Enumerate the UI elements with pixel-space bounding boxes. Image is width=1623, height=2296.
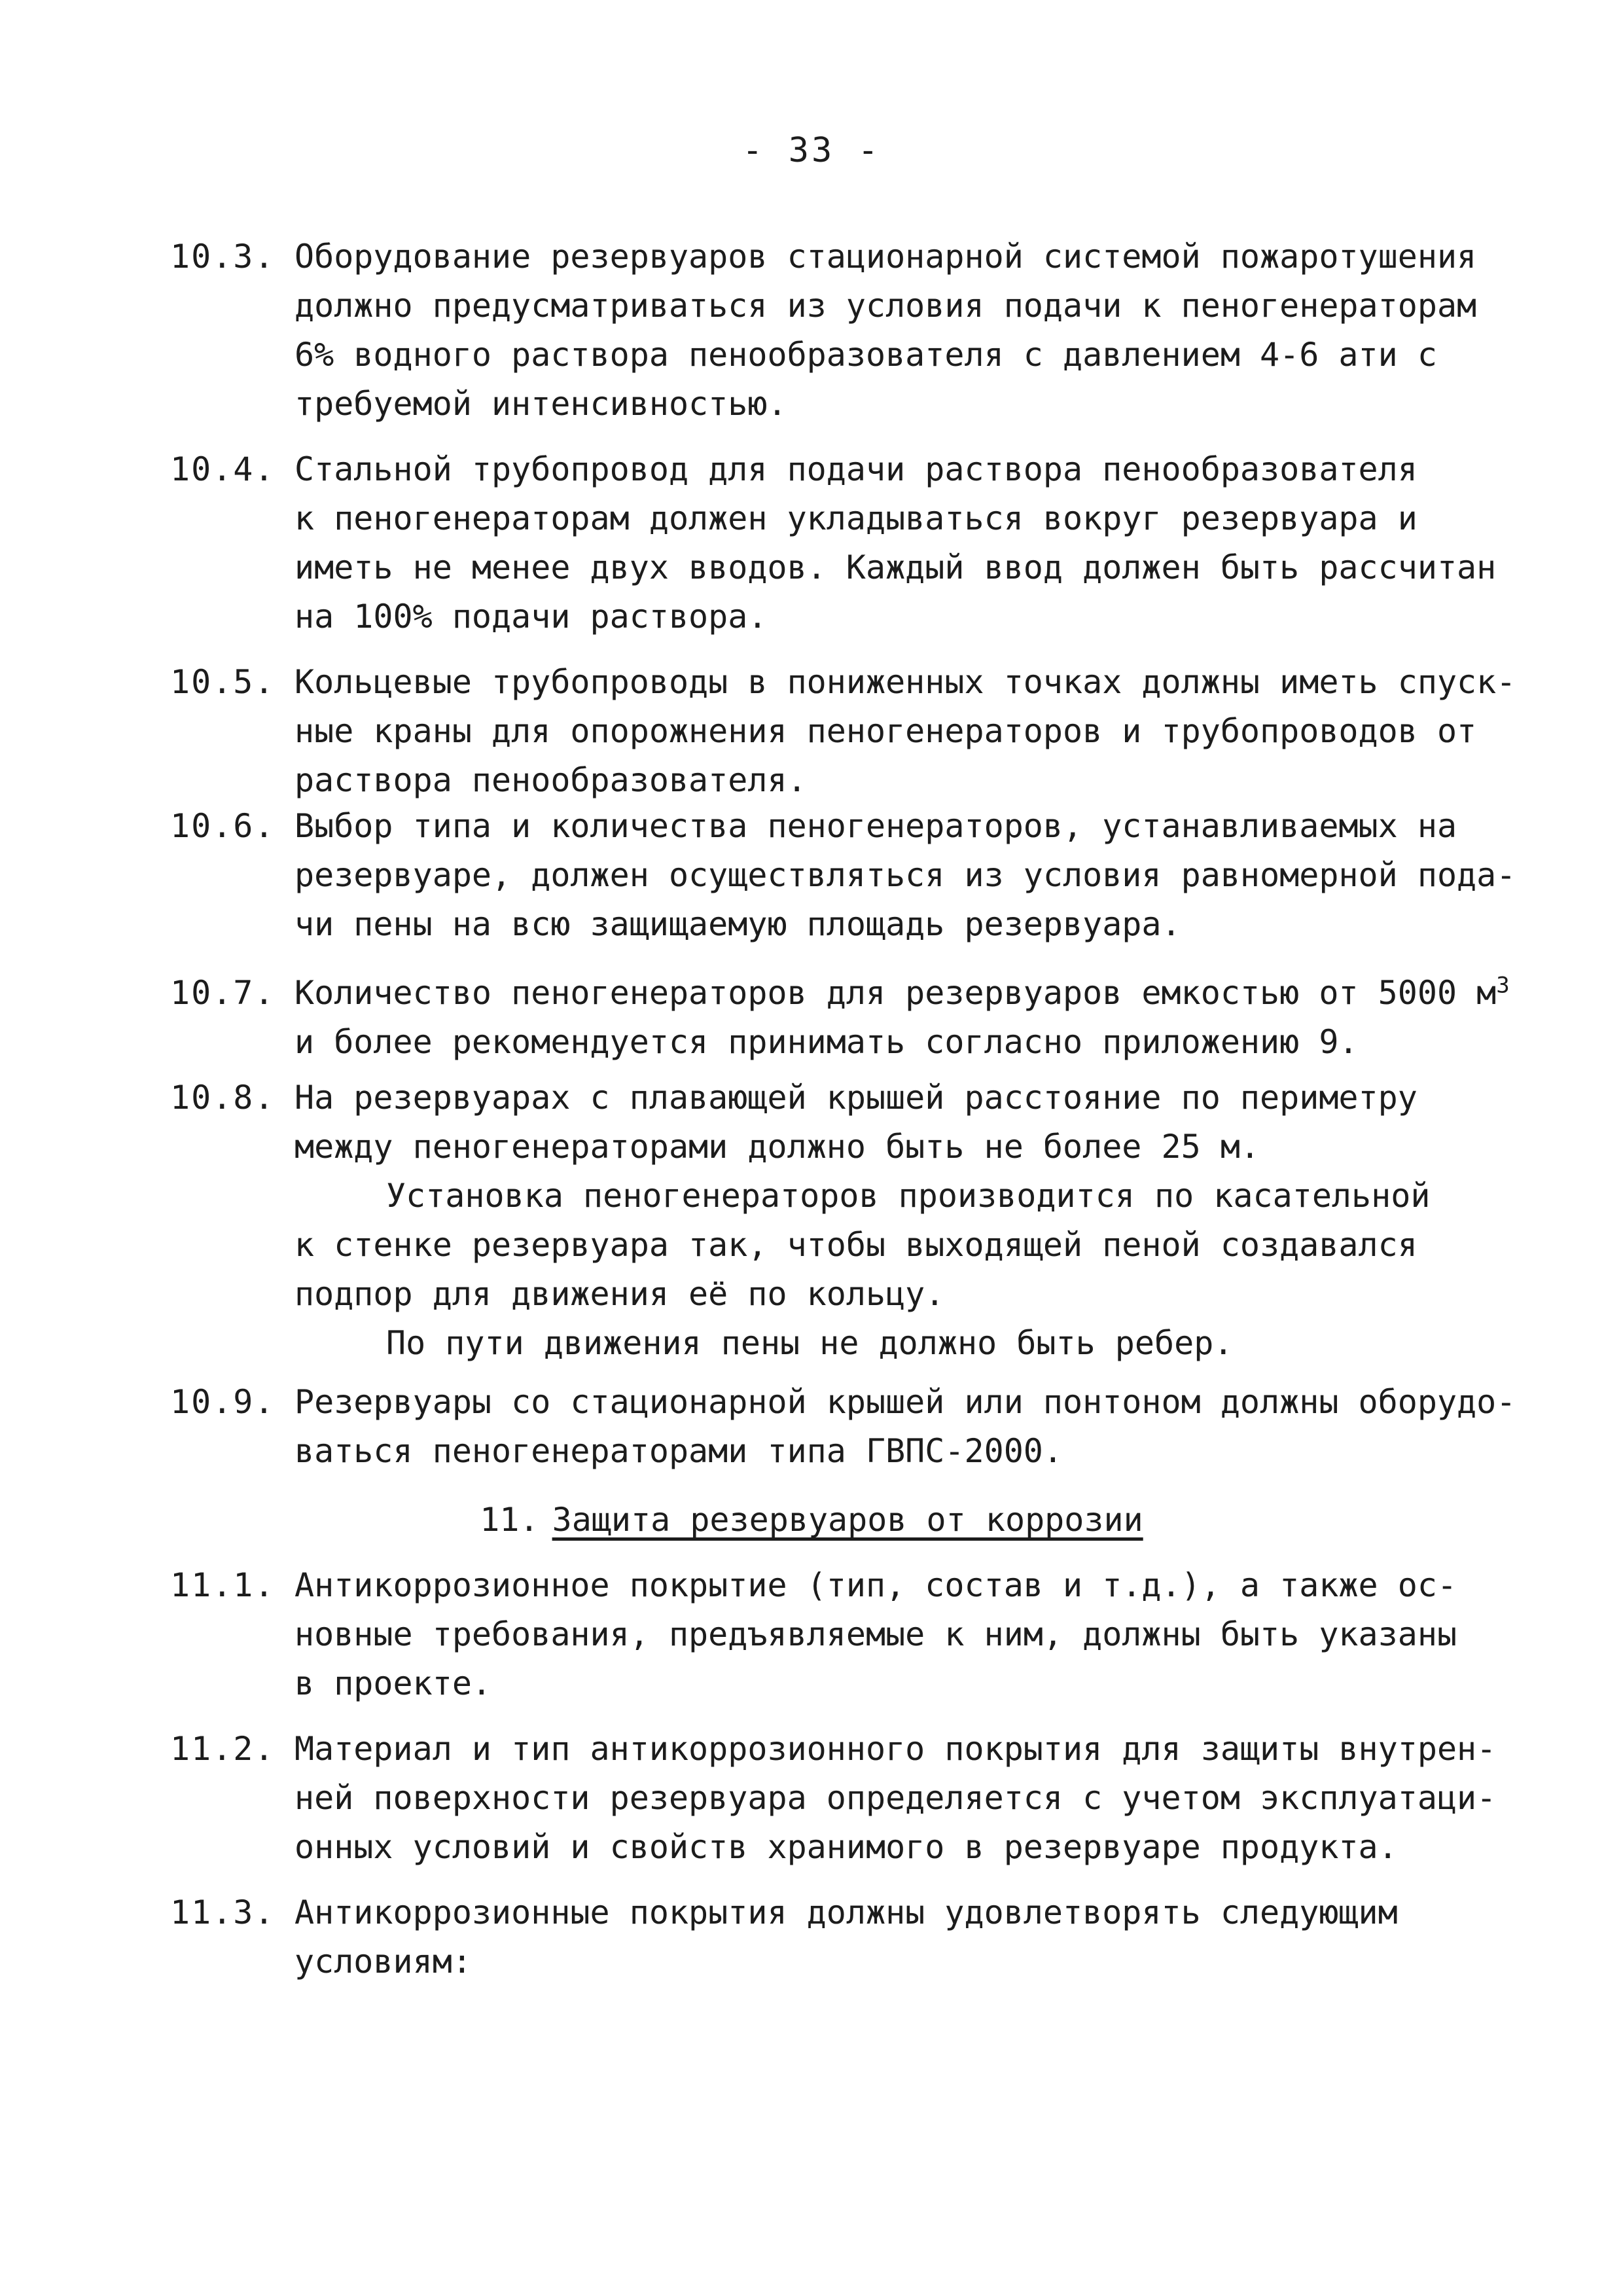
page-number: - 33 - xyxy=(742,131,881,170)
clause-text: Антикоррозионные покрытия должны удовлетворять следующим условиям: xyxy=(294,1893,1398,1981)
clause-number: 10.9. xyxy=(170,1383,276,1421)
clause-number: 10.3. xyxy=(170,238,276,276)
clause-number: 11.2. xyxy=(170,1730,276,1768)
clause-10-6 xyxy=(170,802,1558,949)
clause-10-7 xyxy=(170,969,1558,1067)
clause-text: Материал и тип антикоррозионного покрытия для защиты внутрен- ней поверхности резервуара определяется с учетом эксплуатаци- онных условий и свойств хранимого в резервуаре продукта. xyxy=(294,1730,1497,1866)
clause-text: Кольцевые трубопроводы в пониженных точках должны иметь спуск- ные краны для опорожнения пеногенераторов и трубопроводов от раствора пенообразователя. xyxy=(294,663,1516,799)
clause-10-5 xyxy=(170,658,1558,805)
clause-text-line: и более рекомендуется принимать согласно приложению 9. xyxy=(294,1023,1359,1061)
clause-text: Стальной трубопровод для подачи раствора пенообразователя к пеногенераторам должен укладываться вокруг резервуара и иметь не менее двух вводов. Каждый ввод должен быть рассчитан на 100% подачи раствора. xyxy=(294,450,1497,636)
clause-text: Выбор типа и количества пеногенераторов, устанавливаемых на резервуаре, должен осуществляться из условия равномерной пода- чи пены на всю защищаемую площадь резервуара. xyxy=(294,807,1516,943)
clause-11-2 xyxy=(170,1725,1558,1872)
clause-number: 10.5. xyxy=(170,663,276,701)
clause-text-line: Количество пеногенераторов для резервуаров емкостью от 5000 м xyxy=(294,974,1497,1012)
clause-11-3 xyxy=(170,1888,1558,1986)
superscript-cubic: 3 xyxy=(1496,972,1510,999)
section-number: 11. xyxy=(480,1501,539,1539)
clause-text: Антикоррозионное покрытие (тип, состав и т.д.), а также ос- новные требования, предъявляемые к ним, должны быть указаны в проекте. xyxy=(294,1566,1457,1702)
clause-number: 11.1. xyxy=(170,1566,276,1604)
clause-text xyxy=(294,969,1558,1067)
clause-11-1 xyxy=(170,1561,1558,1708)
section-title: Защита резервуаров от коррозии xyxy=(552,1501,1143,1539)
clause-10-8 xyxy=(170,1073,1558,1172)
clause-text: Оборудование резервуаров стационарной системой пожаротушения должно предусматриваться из условия подачи к пеногенераторам 6% водного раствора пенообразователя с давлением 4-6 ати с требуемой интенсивностью. xyxy=(294,238,1477,423)
clause-number: 10.8. xyxy=(170,1079,276,1117)
paragraph-10-8-ribs: По пути движения пены не должно быть ребер. xyxy=(386,1324,1234,1362)
clause-number: 10.7. xyxy=(170,974,276,1012)
clause-number: 10.4. xyxy=(170,450,276,488)
clause-10-3 xyxy=(170,232,1558,429)
clause-number: 11.3. xyxy=(170,1893,276,1931)
section-heading-11 xyxy=(0,1496,1623,1545)
clause-text: На резервуарах с плавающей крышей расстояние по периметру между пеногенераторами должно быть не более 25 м. xyxy=(294,1079,1418,1166)
clause-10-4 xyxy=(170,445,1558,641)
clause-10-9 xyxy=(170,1378,1558,1476)
paragraph-10-8-installation: Установка пеногенераторов производится по касательной к стенке резервуара так, чтобы выходящей пеной создавался подпор для движения её по кольцу. xyxy=(294,1177,1431,1313)
clause-number: 10.6. xyxy=(170,807,276,845)
clause-text: Резервуары со стационарной крышей или понтоном должны оборудо- ваться пеногенераторами типа ГВПС-2000. xyxy=(294,1383,1516,1470)
